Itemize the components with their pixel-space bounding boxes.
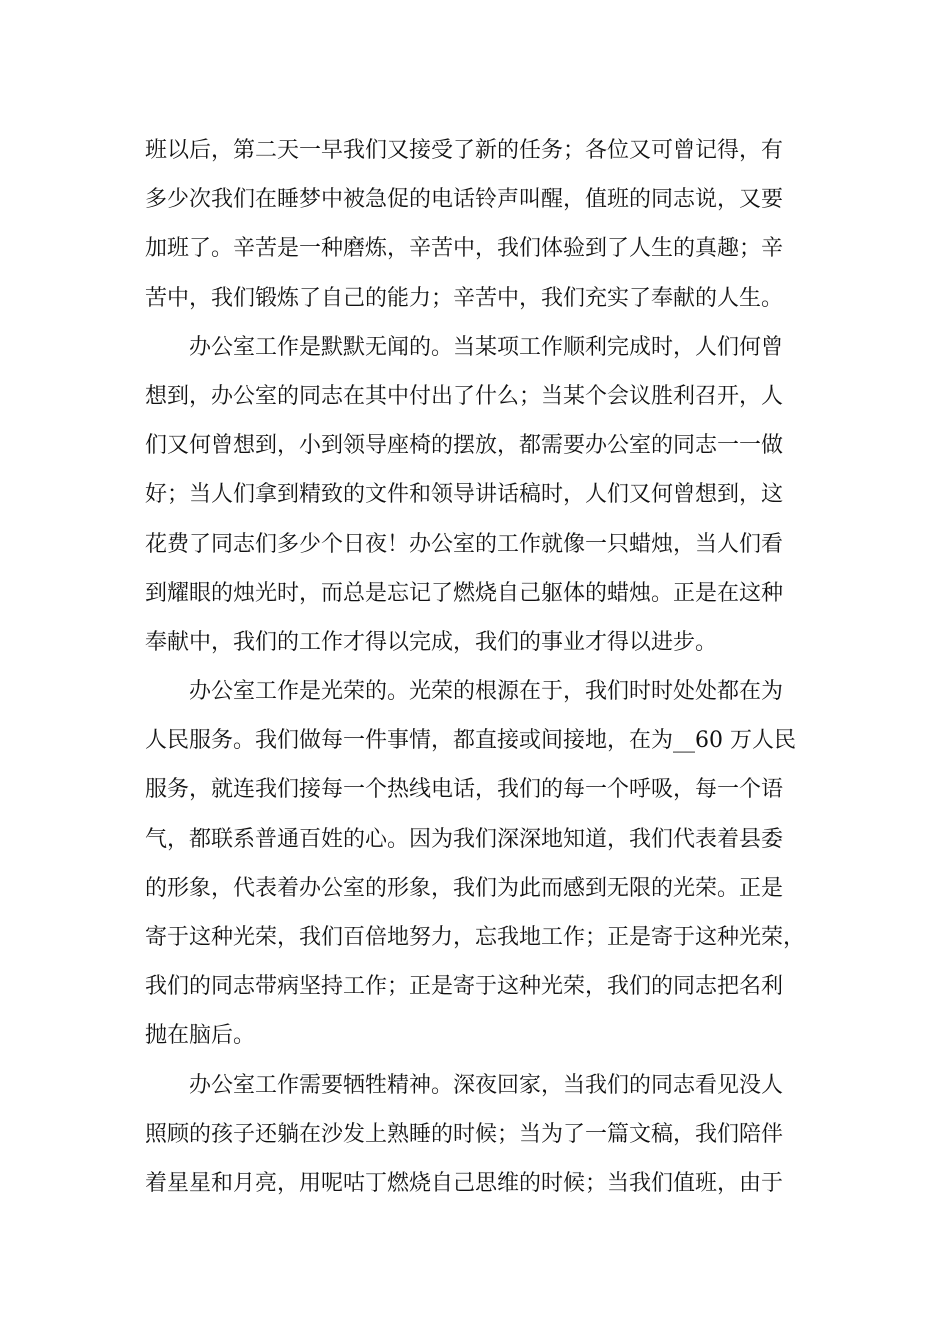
text-line: 想到，办公室的同志在其中付出了什么；当某个会议胜利召开，人 [145, 383, 784, 409]
text-line: 人民服务。我们做每一件事情，都直接或间接地，在为__60 万人民 [145, 728, 796, 754]
text-line: 着星星和月亮，用呢咕丁燃烧自己思维的时候；当我们值班，由于 [145, 1170, 784, 1196]
paragraph [145, 126, 825, 323]
text-line: 的形象，代表着办公室的形象，我们为此而感到无限的光荣。正是 [145, 875, 784, 901]
text-line: 苦中，我们锻炼了自己的能力；辛苦中，我们充实了奉献的人生。 [145, 285, 784, 311]
text-line: 办公室工作需要牺牲精神。深夜回家，当我们的同志看见没人 [189, 1072, 784, 1098]
text-line: 多少次我们在睡梦中被急促的电话铃声叫醒，值班的同志说，又要 [145, 187, 784, 213]
document-body [145, 126, 825, 1208]
text-line: 我们的同志带病坚持工作；正是寄于这种光荣，我们的同志把名利 [145, 974, 784, 1000]
paragraph [145, 1061, 825, 1209]
text-line: 气，都联系普通百姓的心。因为我们深深地知道，我们代表着县委 [145, 826, 784, 852]
text-line: 照顾的孩子还躺在沙发上熟睡的时候；当为了一篇文稿，我们陪伴 [145, 1121, 784, 1147]
text-line: 加班了。辛苦是一种磨炼，辛苦中，我们体验到了人生的真趣；辛 [145, 236, 784, 262]
text-line: 办公室工作是默默无闻的。当某项工作顺利完成时，人们何曾 [189, 334, 784, 360]
text-line: 服务，就连我们接每一个热线电话，我们的每一个呼吸，每一个语 [145, 777, 784, 803]
text-line: 到耀眼的烛光时，而总是忘记了燃烧自己躯体的蜡烛。正是在这种 [145, 580, 784, 606]
text-line: 抛在脑后。 [145, 1023, 256, 1049]
text-line: 奉献中，我们的工作才得以完成，我们的事业才得以进步。 [145, 629, 718, 655]
paragraph [145, 667, 825, 1061]
text-line: 班以后，第二天一早我们又接受了新的任务；各位又可曾记得，有 [145, 138, 784, 163]
text-line: 好；当人们拿到精致的文件和领导讲话稿时，人们又何曾想到，这 [145, 482, 784, 508]
text-line: 办公室工作是光荣的。光荣的根源在于，我们时时处处都在为 [189, 679, 784, 705]
text-line: 寄于这种光荣，我们百倍地努力，忘我地工作；正是寄于这种光荣， [145, 925, 806, 950]
text-line: 们又何曾想到，小到领导座椅的摆放，都需要办公室的同志一一做 [145, 433, 784, 459]
text-line: 花费了同志们多少个日夜！办公室的工作就像一只蜡烛，当人们看 [145, 531, 784, 557]
paragraph [145, 323, 825, 667]
